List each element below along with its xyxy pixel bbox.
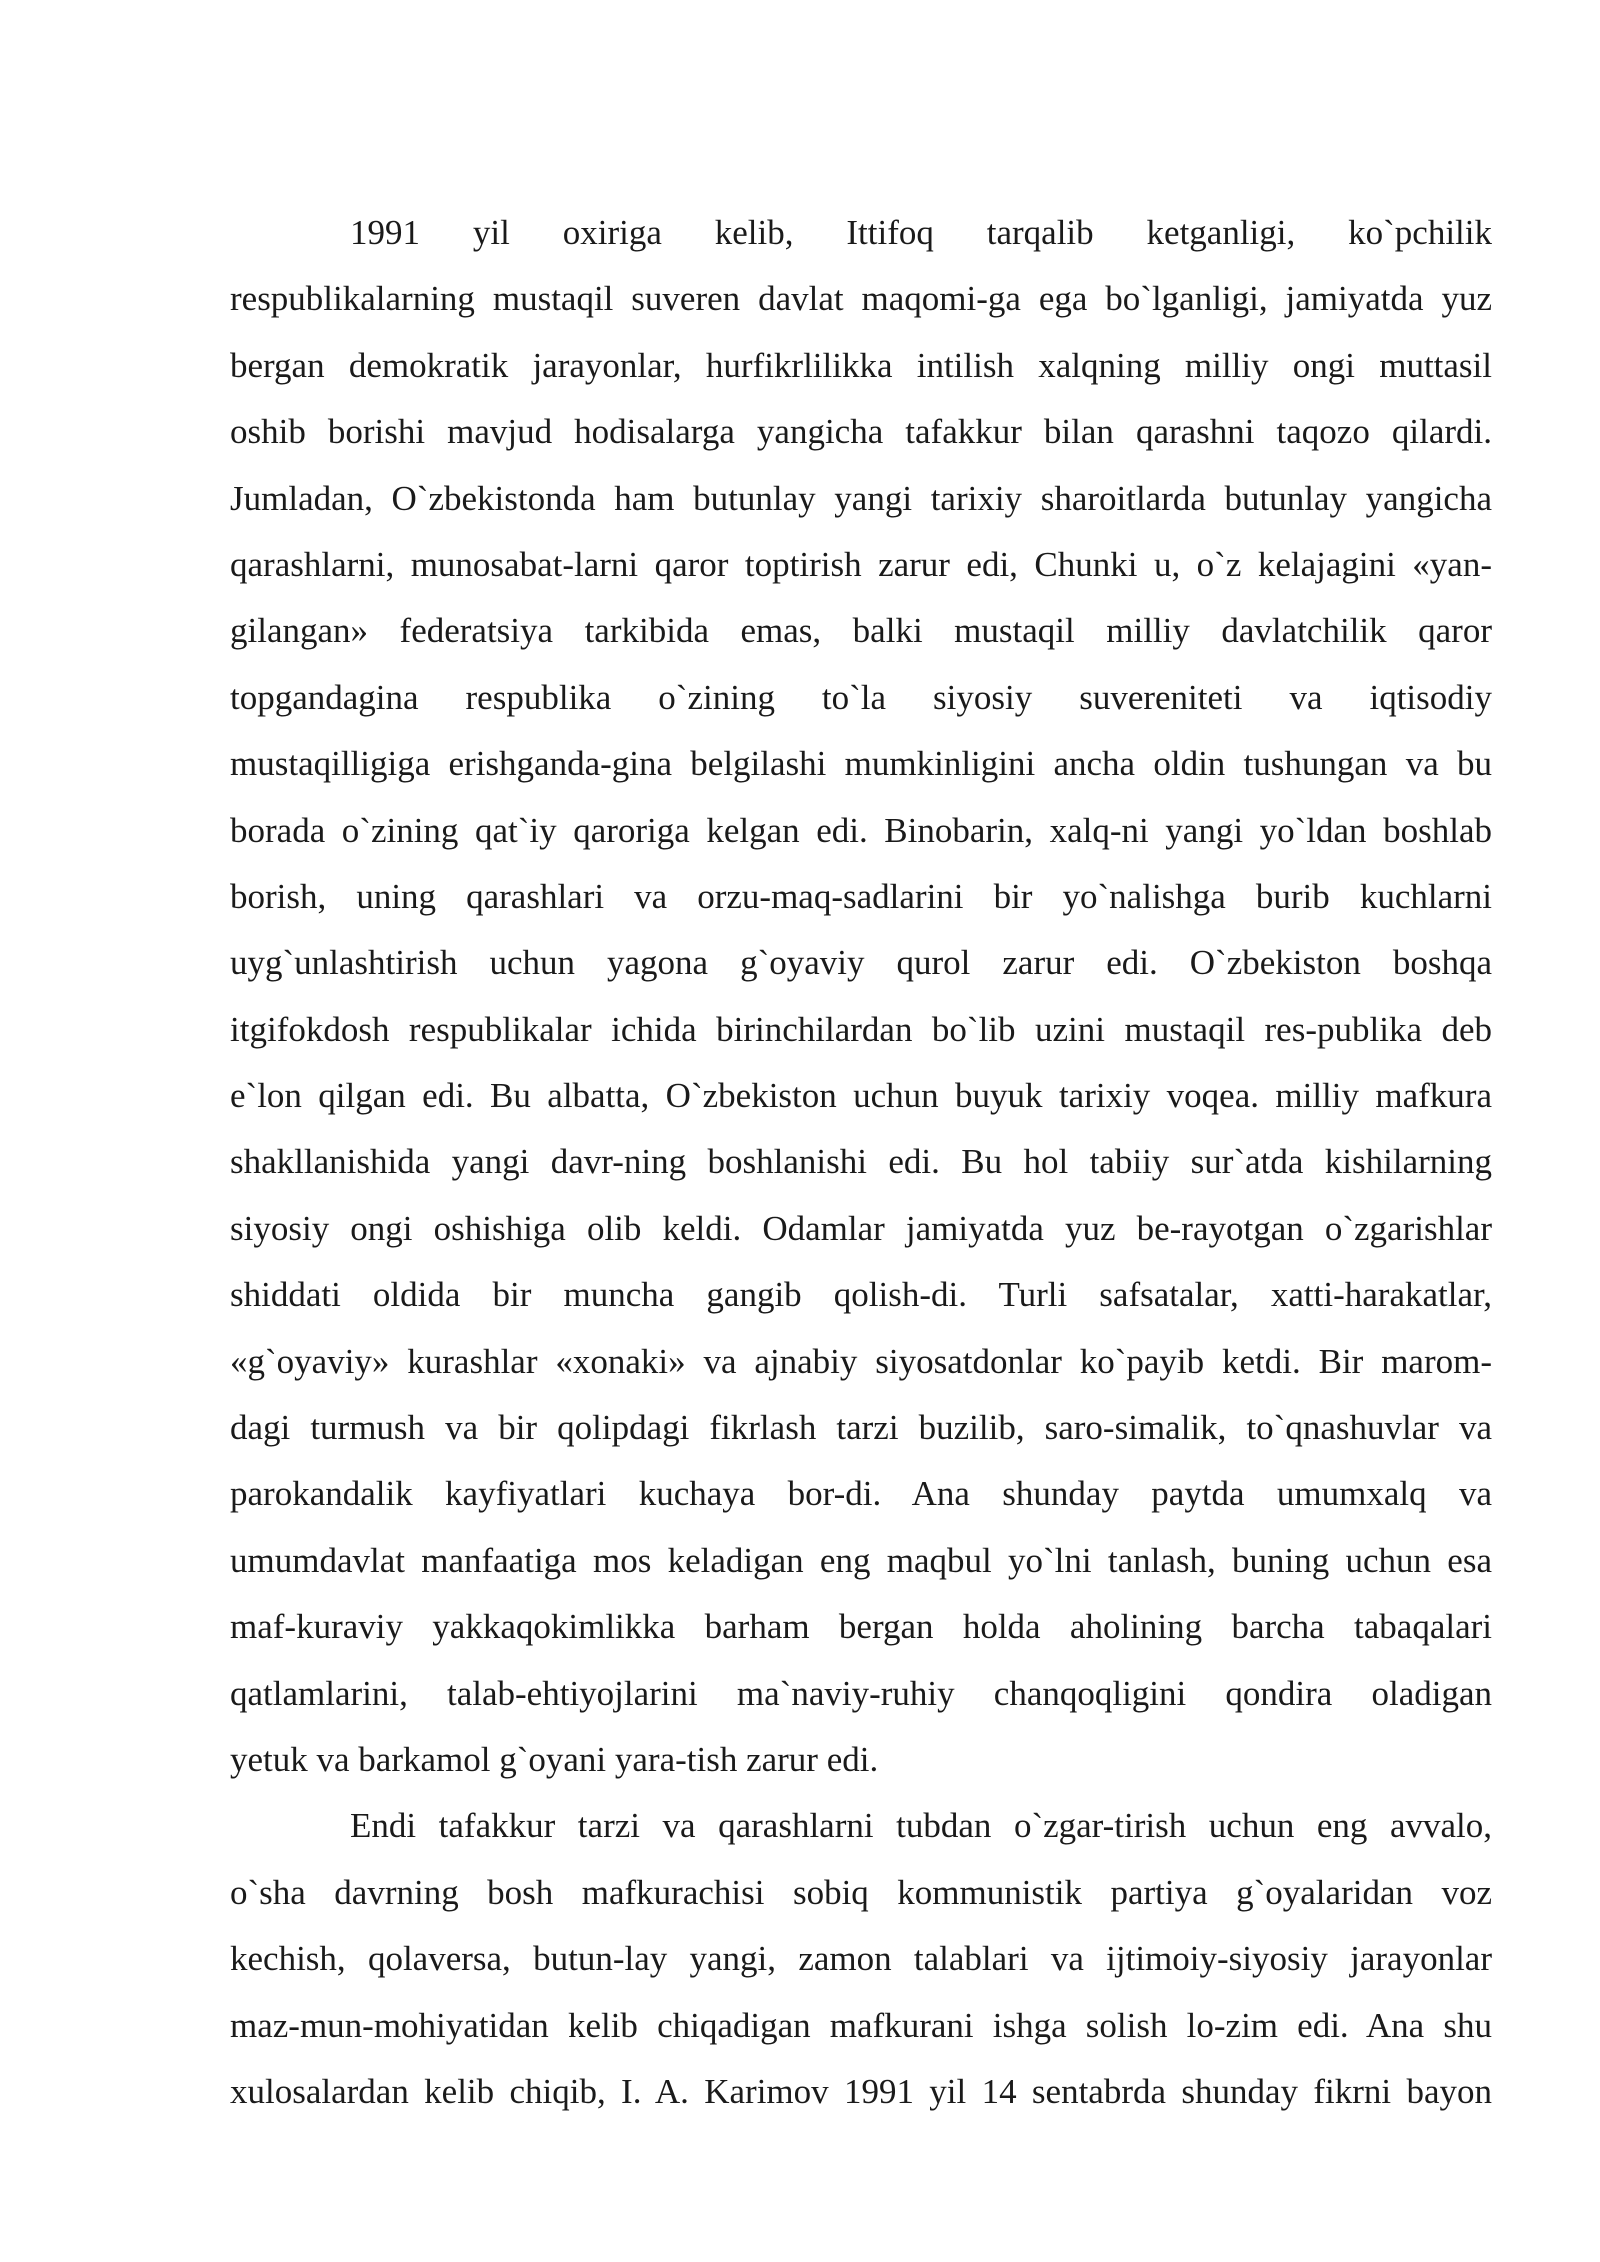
text-line: mustaqilligiga erishganda-gina belgilashi mumkinligini ancha oldin tushungan va bu [230,744,1492,784]
text-line: maz-mun-mohiyatidan kelib chiqadigan mafkurani ishga solish lo-zim edi. Ana shu [230,2005,1492,2045]
text-line: e`lon qilgan edi. Bu albatta, O`zbekiston uchun buyuk tarixiy voqea. milliy mafkura [230,1076,1492,1116]
text-line: dagi turmush va bir qolipdagi fikrlash tarzi buzilib, saro-simalik, to`qnashuvlar va [230,1408,1492,1448]
text-line: siyosiy ongi oshishiga olib keldi. Odamlar jamiyatda yuz be-rayotgan o`zgarishlar [230,1208,1492,1248]
text-line: xulosalardan kelib chiqib, I. A. Karimov 1991 yil 14 sentabrda shunday fikrni bayon [230,2071,1492,2111]
text-line: parokandalik kayfiyatlari kuchaya bor-di. Ana shunday paytda umumxalq va [230,1474,1492,1514]
text-line: Endi tafakkur tarzi va qarashlarni tubdan o`zgar-tirish uchun eng avvalo, [350,1806,1492,1846]
text-line: respublikalarning mustaqil suveren davlat maqomi-ga ega bo`lganligi, jamiyatda yuz [230,279,1492,319]
text-line: gilangan» federatsiya tarkibida emas, balki mustaqil milliy davlatchilik qaror [230,611,1492,651]
text-line: umumdavlat manfaatiga mos keladigan eng maqbul yo`lni tanlash, buning uchun esa [230,1540,1492,1580]
text-line: 1991 yil oxiriga kelib, Ittifoq tarqalib ketganligi, ko`pchilik [350,213,1492,252]
text-line: oshib borishi mavjud hodisalarga yangicha tafakkur bilan qarashni taqozo qilardi. [230,412,1492,452]
text-line: qarashlarni, munosabat-larni qaror toptirish zarur edi, Chunki u, o`z kelajagini «yan- [230,544,1492,584]
text-line: maf-kuraviy yakkaqokimlikka barham bergan holda aholining barcha tabaqalari [230,1607,1492,1647]
paragraph-2 [230,1793,1492,2125]
text-line: «g`oyaviy» kurashlar «xonaki» va ajnabiy siyosatdonlar ko`payib ketdi. Bir marom- [230,1341,1492,1381]
body-text [230,200,1492,2125]
text-line: borada o`zining qat`iy qaroriga kelgan edi. Binobarin, xalq-ni yangi yo`ldan boshlab [230,810,1492,850]
text-line: itgifokdosh respublikalar ichida birinchilardan bo`lib uzini mustaqil res-publika deb [230,1009,1492,1049]
text-line: shakllanishida yangi davr-ning boshlanishi edi. Bu hol tabiiy sur`atda kishilarning [230,1142,1492,1182]
paragraph-1 [230,200,1492,1793]
text-line: yetuk va barkamol g`oyani yara-tish zarur edi. [230,1739,879,1779]
text-line: Jumladan, O`zbekistonda ham butunlay yangi tarixiy sharoitlarda butunlay yangicha [230,478,1492,518]
text-line: o`sha davrning bosh mafkurachisi sobiq kommunistik partiya g`oyalaridan voz [230,1872,1492,1912]
text-line: kechish, qolaversa, butun-lay yangi, zamon talablari va ijtimoiy-siyosiy jarayonlar [230,1939,1492,1979]
text-line: qatlamlarini, talab-ehtiyojlarini ma`naviy-ruhiy chanqoqligini qondira oladigan [230,1673,1492,1713]
text-line: borish, uning qarashlari va orzu-maq-sadlarini bir yo`nalishga burib kuchlarni [230,876,1492,916]
text-line: uyg`unlashtirish uchun yagona g`oyaviy qurol zarur edi. O`zbekiston boshqa [230,943,1492,983]
text-line: shiddati oldida bir muncha gangib qolish-di. Turli safsatalar, xatti-harakatlar, [230,1275,1492,1315]
text-line: bergan demokratik jarayonlar, hurfikrlilikka intilish xalqning milliy ongi muttasil [230,345,1492,385]
text-line: topgandagina respublika o`zining to`la siyosiy suvereniteti va iqtisodiy [230,677,1492,717]
